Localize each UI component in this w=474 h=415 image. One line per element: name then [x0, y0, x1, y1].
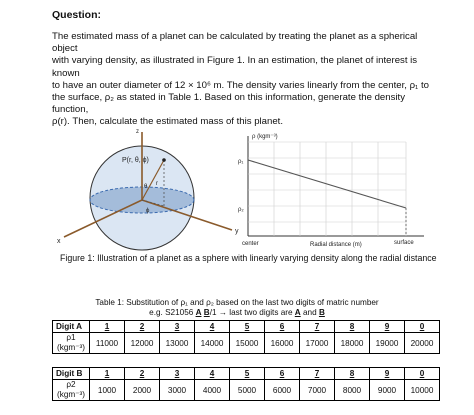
graph-y-label: ρ (kgm⁻³) [252, 134, 278, 140]
digit-cell: 8 [335, 368, 370, 380]
digit-cell: 9 [370, 321, 405, 333]
digit-cell: 6 [265, 368, 300, 380]
sphere-diagram [57, 129, 239, 250]
x-axis-label: x [57, 238, 61, 245]
value-cell: 9000 [370, 380, 405, 401]
value-cell: 6000 [265, 380, 300, 401]
rho-label: ρ2 [66, 380, 76, 389]
r-label: r [156, 181, 158, 187]
digit-cell: 2 [125, 321, 160, 333]
row-label [53, 380, 90, 401]
center-label: center [242, 241, 259, 247]
value-cell: 16000 [265, 333, 300, 354]
value-cell: 7000 [300, 380, 335, 401]
digit-cell: 1 [90, 368, 125, 380]
question-heading: Question: [52, 9, 101, 21]
digit-cell: 0 [405, 321, 440, 333]
question-line: to have an outer diameter of 12 × 10⁶ m. The density varies linearly from the center, ρ₁ to [52, 79, 429, 91]
digit-cell: 1 [90, 321, 125, 333]
digit-cell: 5 [230, 321, 265, 333]
value-cell: 20000 [405, 333, 440, 354]
unit-label: (kgm⁻³) [57, 343, 85, 352]
value-cell: 15000 [230, 333, 265, 354]
digit-cell: 6 [265, 321, 300, 333]
table-caption-line2 [0, 308, 474, 318]
caption-prefix: e.g. S21056 [149, 308, 196, 317]
digit-cell: 3 [160, 368, 195, 380]
graph-x-label: Radial distance (m) [310, 242, 362, 248]
caption-a2: A [294, 308, 301, 317]
table-row [53, 380, 440, 401]
table-body [53, 321, 440, 354]
value-cell: 3000 [160, 380, 195, 401]
digit-cell: 7 [300, 368, 335, 380]
theta-label: θ [144, 184, 148, 190]
question-text [52, 31, 432, 129]
question-line: ρ(r). Then, calculate the estimated mass of this planet. [52, 116, 284, 128]
value-cell: 14000 [195, 333, 230, 354]
value-cell: 10000 [405, 380, 440, 401]
rho1-label: ρ₁ [238, 159, 244, 165]
digit-cell: 8 [335, 321, 370, 333]
caption-b2: B [318, 308, 325, 317]
table-row [53, 333, 440, 354]
value-cell: 8000 [335, 380, 370, 401]
value-cell: 1000 [90, 380, 125, 401]
caption-mid: /1 → last two digits are [209, 308, 295, 317]
point-p [162, 158, 166, 162]
value-cell: 18000 [335, 333, 370, 354]
question-line: with varying density, as illustrated in Figure 1. In an estimation, the planet of interest is known [52, 55, 418, 79]
value-cell: 19000 [370, 333, 405, 354]
y-axis-label: y [235, 228, 239, 235]
table-row [53, 321, 440, 333]
digit-cell: 2 [125, 368, 160, 380]
caption-b: B [203, 308, 210, 317]
density-graph [238, 134, 424, 248]
figure-1 [52, 120, 432, 260]
value-cell: 2000 [125, 380, 160, 401]
table-digit-a [52, 320, 440, 354]
z-axis-label: z [136, 129, 139, 135]
table-caption [0, 298, 474, 318]
digit-cell: 9 [370, 368, 405, 380]
table-caption-line1: Table 1: Substitution of ρ₁ and ρ₂ based on the last two digits of matric number [95, 298, 379, 307]
value-cell: 5000 [230, 380, 265, 401]
rho-label: ρ1 [66, 333, 76, 342]
row-header: Digit A [53, 321, 90, 333]
value-cell: 13000 [160, 333, 195, 354]
figure-caption: Figure 1: Illustration of a planet as a sphere with linearly varying density along the radial distance [60, 253, 437, 263]
phi-label: ϕ [146, 208, 150, 214]
question-line: the surface, ρ₂ as stated in Table 1. Based on this information, generate the density function, [52, 92, 405, 116]
table-digit-b [52, 367, 440, 401]
table-body [53, 368, 440, 401]
digit-cell: 4 [195, 321, 230, 333]
digit-cell: 4 [195, 368, 230, 380]
digit-cell: 3 [160, 321, 195, 333]
row-label [53, 333, 90, 354]
unit-label: (kgm⁻³) [57, 390, 85, 399]
figure-svg [52, 120, 432, 260]
value-cell: 11000 [90, 333, 125, 354]
value-cell: 12000 [125, 333, 160, 354]
digit-cell: 5 [230, 368, 265, 380]
value-cell: 4000 [195, 380, 230, 401]
question-line: The estimated mass of a planet can be calculated by treating the planet as a spherical object [52, 31, 418, 55]
row-header: Digit B [53, 368, 90, 380]
point-label: P(r, θ, ϕ) [122, 157, 149, 164]
digit-cell: 0 [405, 368, 440, 380]
digit-cell: 7 [300, 321, 335, 333]
surface-label: surface [394, 240, 414, 246]
rho2-label: ρ₂ [238, 207, 244, 213]
table-row [53, 368, 440, 380]
caption-a: A [195, 308, 202, 317]
density-line [248, 160, 406, 208]
caption-and: and [300, 308, 319, 317]
graph-grid [248, 142, 406, 236]
value-cell: 17000 [300, 333, 335, 354]
